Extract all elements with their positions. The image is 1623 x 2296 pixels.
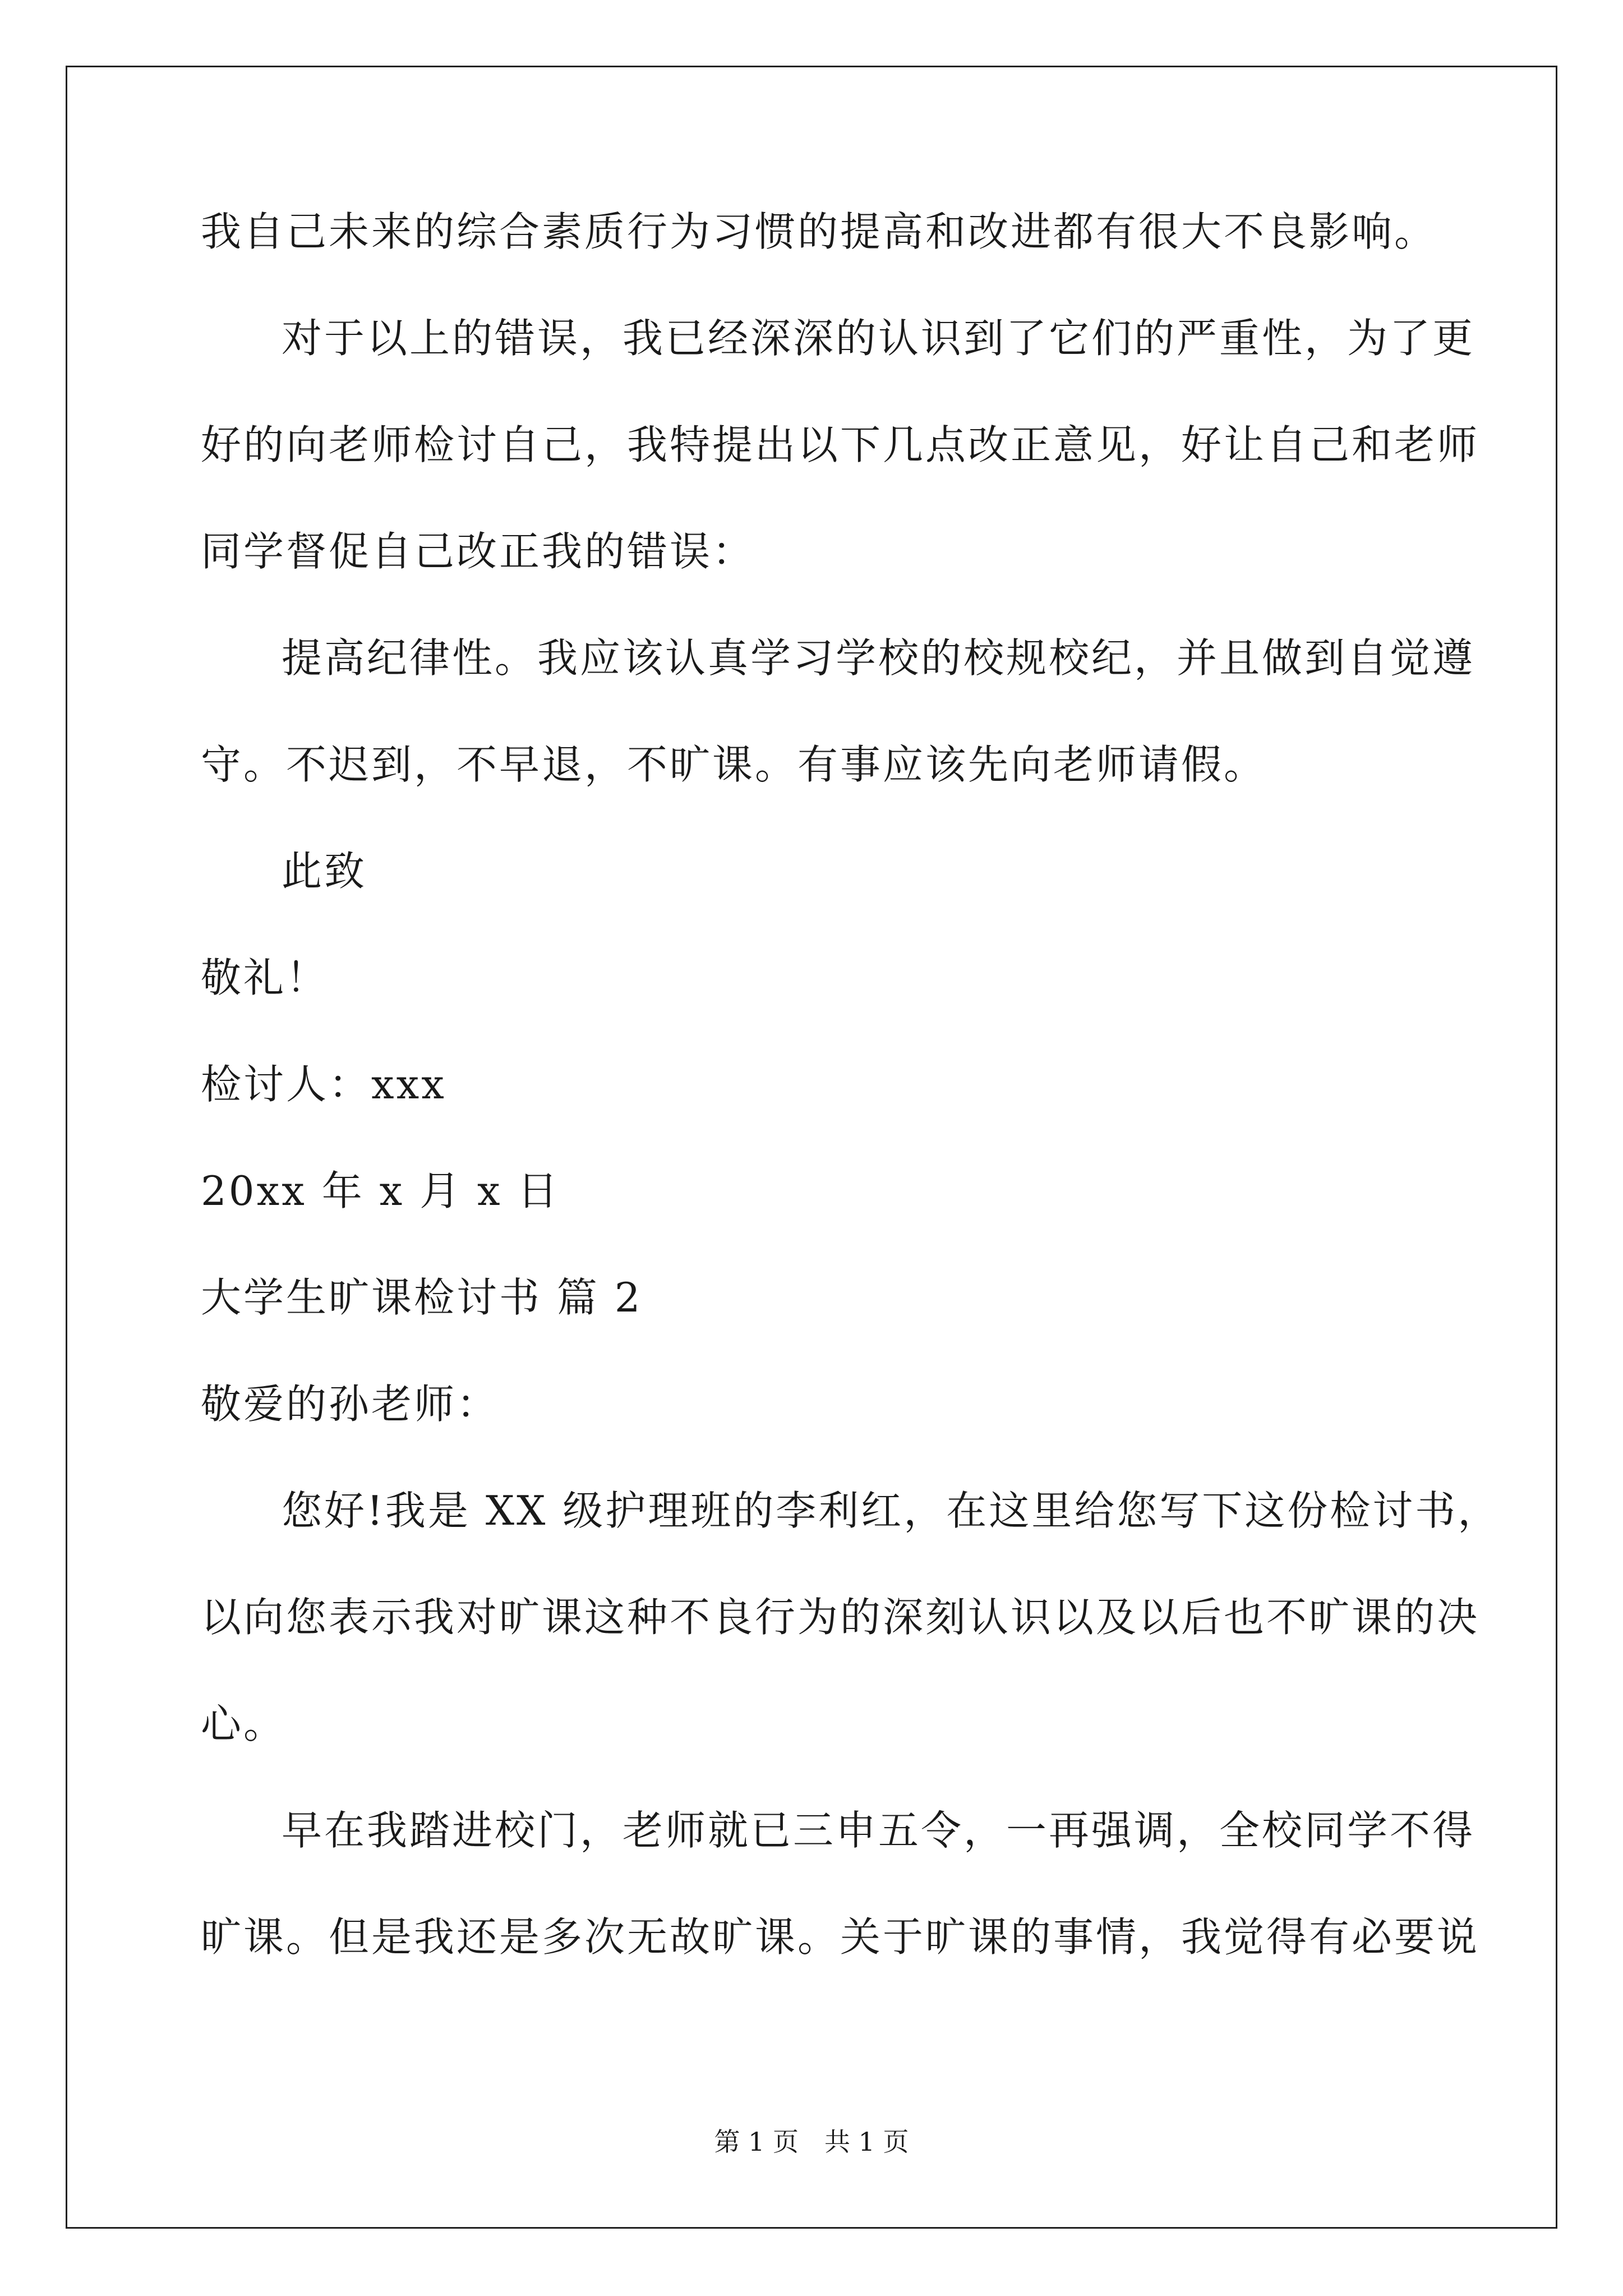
- text-line: 旷课。但是我还是多次无故旷课。关于旷课的事情，我觉得有必要说: [201, 1913, 1480, 1961]
- text-line: 对于以上的错误，我已经深深的认识到了它们的严重性，为了更: [282, 315, 1476, 362]
- page-total: 共 1 页: [824, 2127, 909, 2157]
- text-line: 早在我踏进校门，老师就已三申五令，一再强调，全校同学不得: [282, 1807, 1476, 1854]
- signature-line: 检讨人：xxx: [201, 1061, 446, 1108]
- date-line: 20xx 年 x 月 x 日: [201, 1167, 560, 1214]
- greeting-line: 敬爱的孙老师：: [201, 1381, 500, 1428]
- text-line: 您好!我是 XX 级护理班的李利红，在这里给您写下这份检讨书，: [282, 1487, 1501, 1534]
- closing-salutation: 此致: [282, 848, 367, 895]
- section-heading: 大学生旷课检讨书 篇 2: [201, 1274, 643, 1321]
- document-body: [201, 208, 1501, 2023]
- text-line: 以向您表示我对旷课这种不良行为的深刻认识以及以后也不旷课的决: [201, 1594, 1480, 1641]
- text-line: 我自己未来的综合素质行为习惯的提高和改进都有很大不良影响。: [201, 208, 1437, 255]
- closing-regards: 敬礼！: [201, 954, 329, 1001]
- text-line: 提高纪律性。我应该认真学习学校的校规校纪，并且做到自觉遵: [282, 634, 1476, 682]
- text-line: 守。不迟到，不早退，不旷课。有事应该先向老师请假。: [201, 741, 1267, 788]
- text-line: 同学督促自己改正我的错误：: [201, 528, 755, 575]
- page-footer: [0, 2129, 1623, 2155]
- text-line: 心。: [201, 1700, 287, 1747]
- text-line: 好的向老师检讨自己，我特提出以下几点改正意见，好让自己和老师: [201, 421, 1480, 468]
- page-number: 第 1 页: [714, 2127, 799, 2157]
